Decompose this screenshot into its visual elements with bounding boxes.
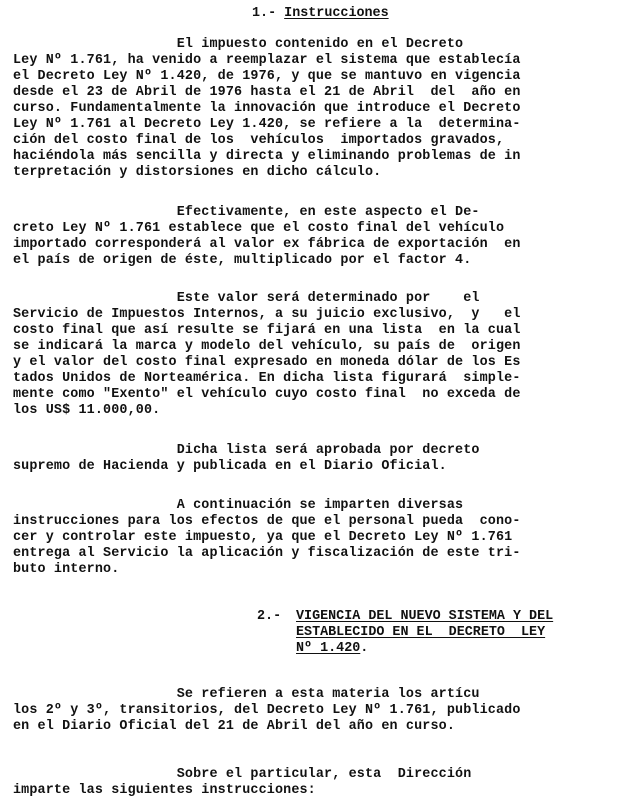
para3-line: se indicará la marca y modelo del vehículo, su país de origen [13, 339, 521, 354]
para1-line: curso. Fundamentalmente la innovación que introduce el Decreto [13, 101, 521, 116]
para4-line: supremo de Hacienda y publicada en el Diario Oficial. [13, 459, 447, 474]
para3-line: tados Unidos de Norteamérica. En dicha lista figurará simple- [13, 371, 521, 386]
section-1-title: Instrucciones [284, 6, 389, 21]
section-2-title-last [296, 642, 368, 656]
para2-line: el país de origen de éste, multiplicado por el factor 4. [13, 253, 472, 268]
para1-line: Ley Nº 1.761 al Decreto Ley 1.420, se refiere a la determina- [13, 117, 521, 132]
section-2-title-line: Nº 1.420 [296, 641, 361, 656]
para6-line: en el Diario Oficial del 21 de Abril del año en curso. [13, 719, 456, 734]
section-2-number: 2.- [257, 609, 290, 624]
para5-line: entrega al Servicio la aplicación y fiscalización de este tri- [13, 546, 521, 561]
para1-line: el Decreto Ley Nº 1.420, de 1976, y que se mantuvo en vigencia [13, 69, 521, 84]
section-2-title-line: VIGENCIA DEL NUEVO SISTEMA Y DEL [296, 609, 554, 624]
para2-line: importado corresponderá al valor ex fábrica de exportación en [13, 237, 521, 252]
para1-line: Ley Nº 1.761, ha venido a reemplazar el sistema que establecía [13, 53, 521, 68]
para3-line: Este valor será determinado por el [13, 291, 480, 306]
para2-line: creto Ley Nº 1.761 establece que el costo final del vehículo [13, 221, 505, 236]
para7-line: imparte las siguientes instrucciones: [13, 783, 316, 798]
para7-line: Sobre el particular, esta Dirección [13, 767, 472, 782]
para2-line: Efectivamente, en este aspecto el De- [13, 205, 480, 220]
para5-line: cer y controlar este impuesto, ya que el Decreto Ley Nº 1.761 [13, 530, 513, 545]
section-2-title-line: ESTABLECIDO EN EL DECRETO LEY [296, 625, 546, 640]
para1-line: El impuesto contenido en el Decreto [13, 37, 464, 52]
para6-line: Se refieren a esta materia los artícu [13, 687, 480, 702]
para5-line: A continuación se imparten diversas [13, 498, 464, 513]
para1-line: desde el 23 de Abril de 1976 hasta el 21 de Abril del año en [13, 85, 521, 100]
para5-line: buto interno. [13, 562, 120, 577]
para3-line: costo final que así resulte se fijará en una lista en la cual [13, 323, 521, 338]
section-1-number: 1.- [252, 6, 285, 21]
section-1-heading [252, 7, 389, 21]
para5-line: instrucciones para los efectos de que el personal pueda cono- [13, 514, 521, 529]
para3-line: y el valor del costo final expresado en moneda dólar de los Es [13, 355, 521, 370]
para4-line: Dicha lista será aprobada por decreto [13, 443, 480, 458]
section-2-title-end: . [360, 641, 369, 656]
para1-line: terpretación y distorsiones en dicho cálculo. [13, 165, 382, 180]
para1-line: haciéndola más sencilla y directa y eliminando problemas de in [13, 149, 521, 164]
para3-line: los US$ 11.000,00. [13, 403, 161, 418]
para1-line: ción del costo final de los vehículos importados gravados, [13, 133, 505, 148]
para3-line: Servicio de Impuestos Internos, a su juicio exclusivo, y el [13, 307, 521, 322]
para3-line: mente como "Exento" el vehículo cuyo costo final no exceda de [13, 387, 521, 402]
para6-line: los 2º y 3º, transitorios, del Decreto Ley Nº 1.761, publicado [13, 703, 521, 718]
